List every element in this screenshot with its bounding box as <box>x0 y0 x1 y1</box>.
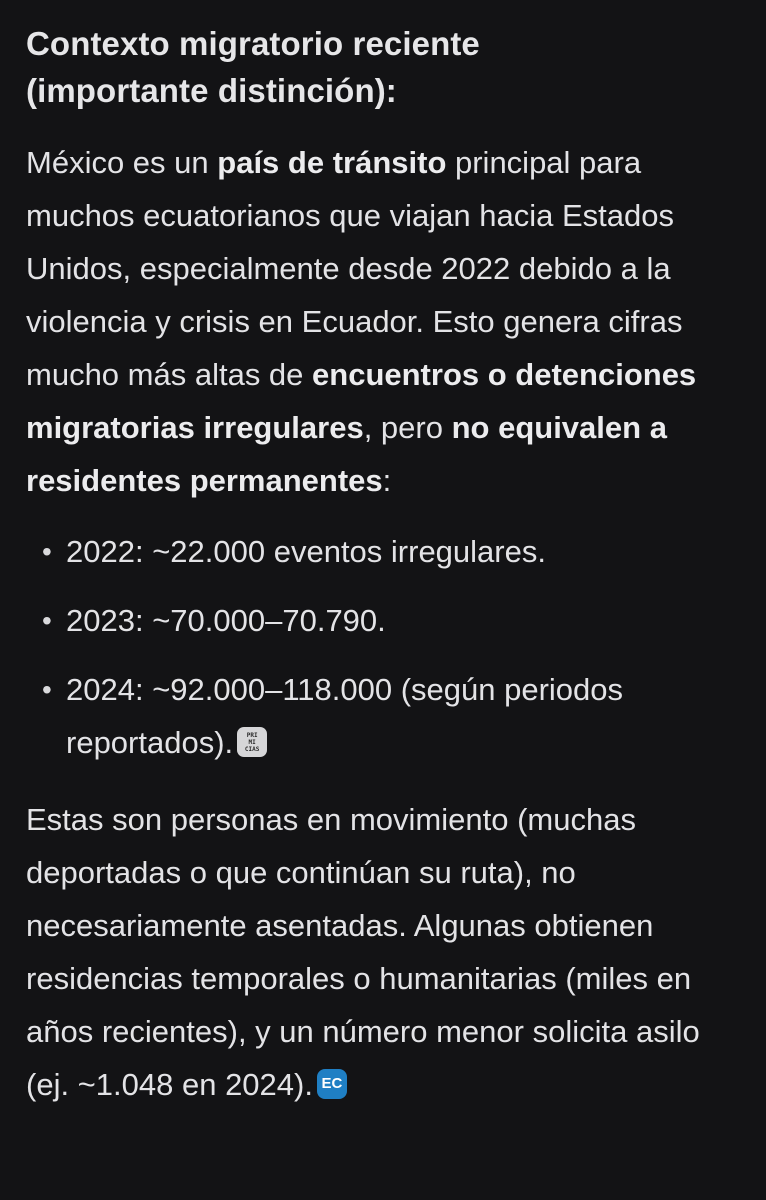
primicias-source-icon[interactable]: PRI MI CIAS <box>237 727 267 757</box>
intro-text-4: : <box>382 463 392 498</box>
section-heading <box>26 20 742 114</box>
list-item-text: 2024: ~92.000–118.000 (según periodos reportados). <box>66 672 624 760</box>
bullet-icon: • <box>42 674 52 705</box>
bullet-icon: • <box>42 536 52 567</box>
intro-text-2: principal para muchos ecuatorianos que viajan hacia Estados Unidos, especialmente desde 2022 debido a la violencia y crisis en Ecuador. Esto genera cifras mucho más altas de <box>26 145 683 392</box>
intro-paragraph <box>26 136 742 507</box>
heading-line-2: (importante distinción): <box>26 72 397 109</box>
closing-text: Estas son personas en movimiento (muchas deportadas o que continúan su ruta), no necesariamente asentadas. Algunas obtienen residencias temporales o humanitarias (miles en años recientes), y un número menor solicita asilo (ej. ~1.048 en 2024). <box>26 802 700 1102</box>
list-item <box>26 663 742 769</box>
intro-text-3: , pero <box>363 410 452 445</box>
intro-text-1: México es un <box>26 145 218 180</box>
statistics-list <box>26 525 742 769</box>
list-item-text: 2022: ~22.000 eventos irregulares. <box>66 534 546 569</box>
heading-line-1: Contexto migratorio reciente <box>26 25 480 62</box>
intro-bold-2: encuentros o detenciones migratorias irregulares <box>26 357 697 445</box>
closing-paragraph <box>26 793 742 1111</box>
bullet-icon: • <box>42 605 52 636</box>
list-item <box>26 594 742 647</box>
intro-bold-3: no equivalen a residentes permanentes <box>26 410 667 498</box>
intro-bold-1: país de tránsito <box>217 145 447 180</box>
list-item <box>26 525 742 578</box>
list-item-text: 2023: ~70.000–70.790. <box>66 603 386 638</box>
ec-source-icon[interactable]: EC <box>317 1069 347 1099</box>
